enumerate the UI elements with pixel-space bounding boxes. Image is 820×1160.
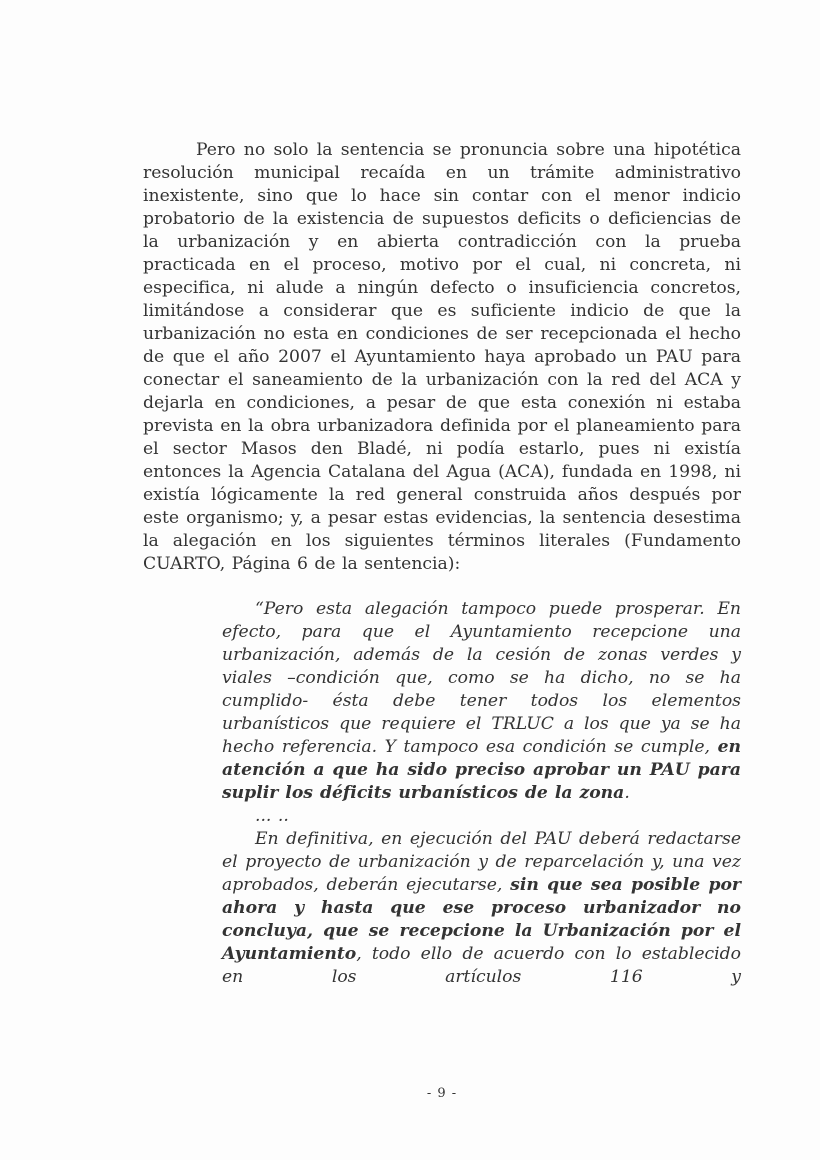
main-paragraph	[143, 139, 741, 576]
quote-paragraph-1-run-bold-italic: en atención a que ha sido preciso aprobar un PAU para suplir los déficits urbanísticos de la zona	[222, 737, 741, 803]
quote-ellipsis-line	[222, 805, 741, 828]
quote-paragraph-1-run-italic: .	[624, 783, 630, 803]
page-number: - 9 -	[426, 1086, 458, 1101]
quote-paragraph-2	[222, 828, 741, 989]
quote-paragraph-1-run-italic: “Pero esta alegación tampoco puede prosperar. En efecto, para que el Ayuntamiento recepcione una urbanización, además de la cesión de zonas verdes y viales –condición que, como se ha dicho, no se ha cumplido- ésta debe tener todos los elementos urbanísticos que requiere el TRLUC a los que ya se ha hecho referencia. Y tampoco esa condición se cumple,	[222, 599, 741, 757]
quote-paragraph-2-run-italic: En definitiva, en ejecución del PAU deberá redactarse el proyecto de urbanización y de reparcelación y, una vez aprobados, deberán ejecutarse,	[222, 829, 741, 895]
document-body	[143, 139, 741, 989]
quote-paragraph-2-run-bold-italic: sin que sea posible por ahora y hasta que ese proceso urbanizador no concluya, que se recepcione la Urbanización por el Ayuntamiento	[222, 875, 741, 964]
main-paragraph-run-regular: Pero no solo la sentencia se pronuncia sobre una hipotética resolución municipal recaída en un trámite administrativo inexistente, sino que lo hace sin contar con el menor indicio probatorio de la existencia de supuestos deficits o deficiencias de la urbanización y en abierta contradicción con la prueba practicada en el proceso, motivo por el cual, ni concreta, ni especifica, ni alude a ningún defecto o insuficiencia concretos, limitándose a considerar que es suficiente indicio de que la urbanización no esta en condiciones de ser recepcionada el hecho de que el año 2007 el Ayuntamiento haya aprobado un PAU para conectar el saneamiento de la urbanización con la red del ACA y dejarla en condiciones, a pesar de que esta conexión ni estaba prevista en la obra urbanizadora definida por el planeamiento para el sector Masos den Bladé, ni podía estarlo, pues ni existía entonces la Agencia Catalana del Agua (ACA), fundada en 1998, ni existía lógicamente la red general construida años después por este organismo; y, a pesar estas evidencias, la sentencia desestima la alegación en los siguientes términos literales (Fundamento CUARTO, Página 6 de la sentencia):	[143, 140, 741, 574]
quote-ellipsis-line-run-italic: ... ..	[255, 806, 289, 826]
quote-paragraph-2-run-italic: , todo ello de acuerdo con lo establecido en los artículos 116 y	[222, 944, 741, 987]
quote-paragraph-1	[222, 598, 741, 805]
